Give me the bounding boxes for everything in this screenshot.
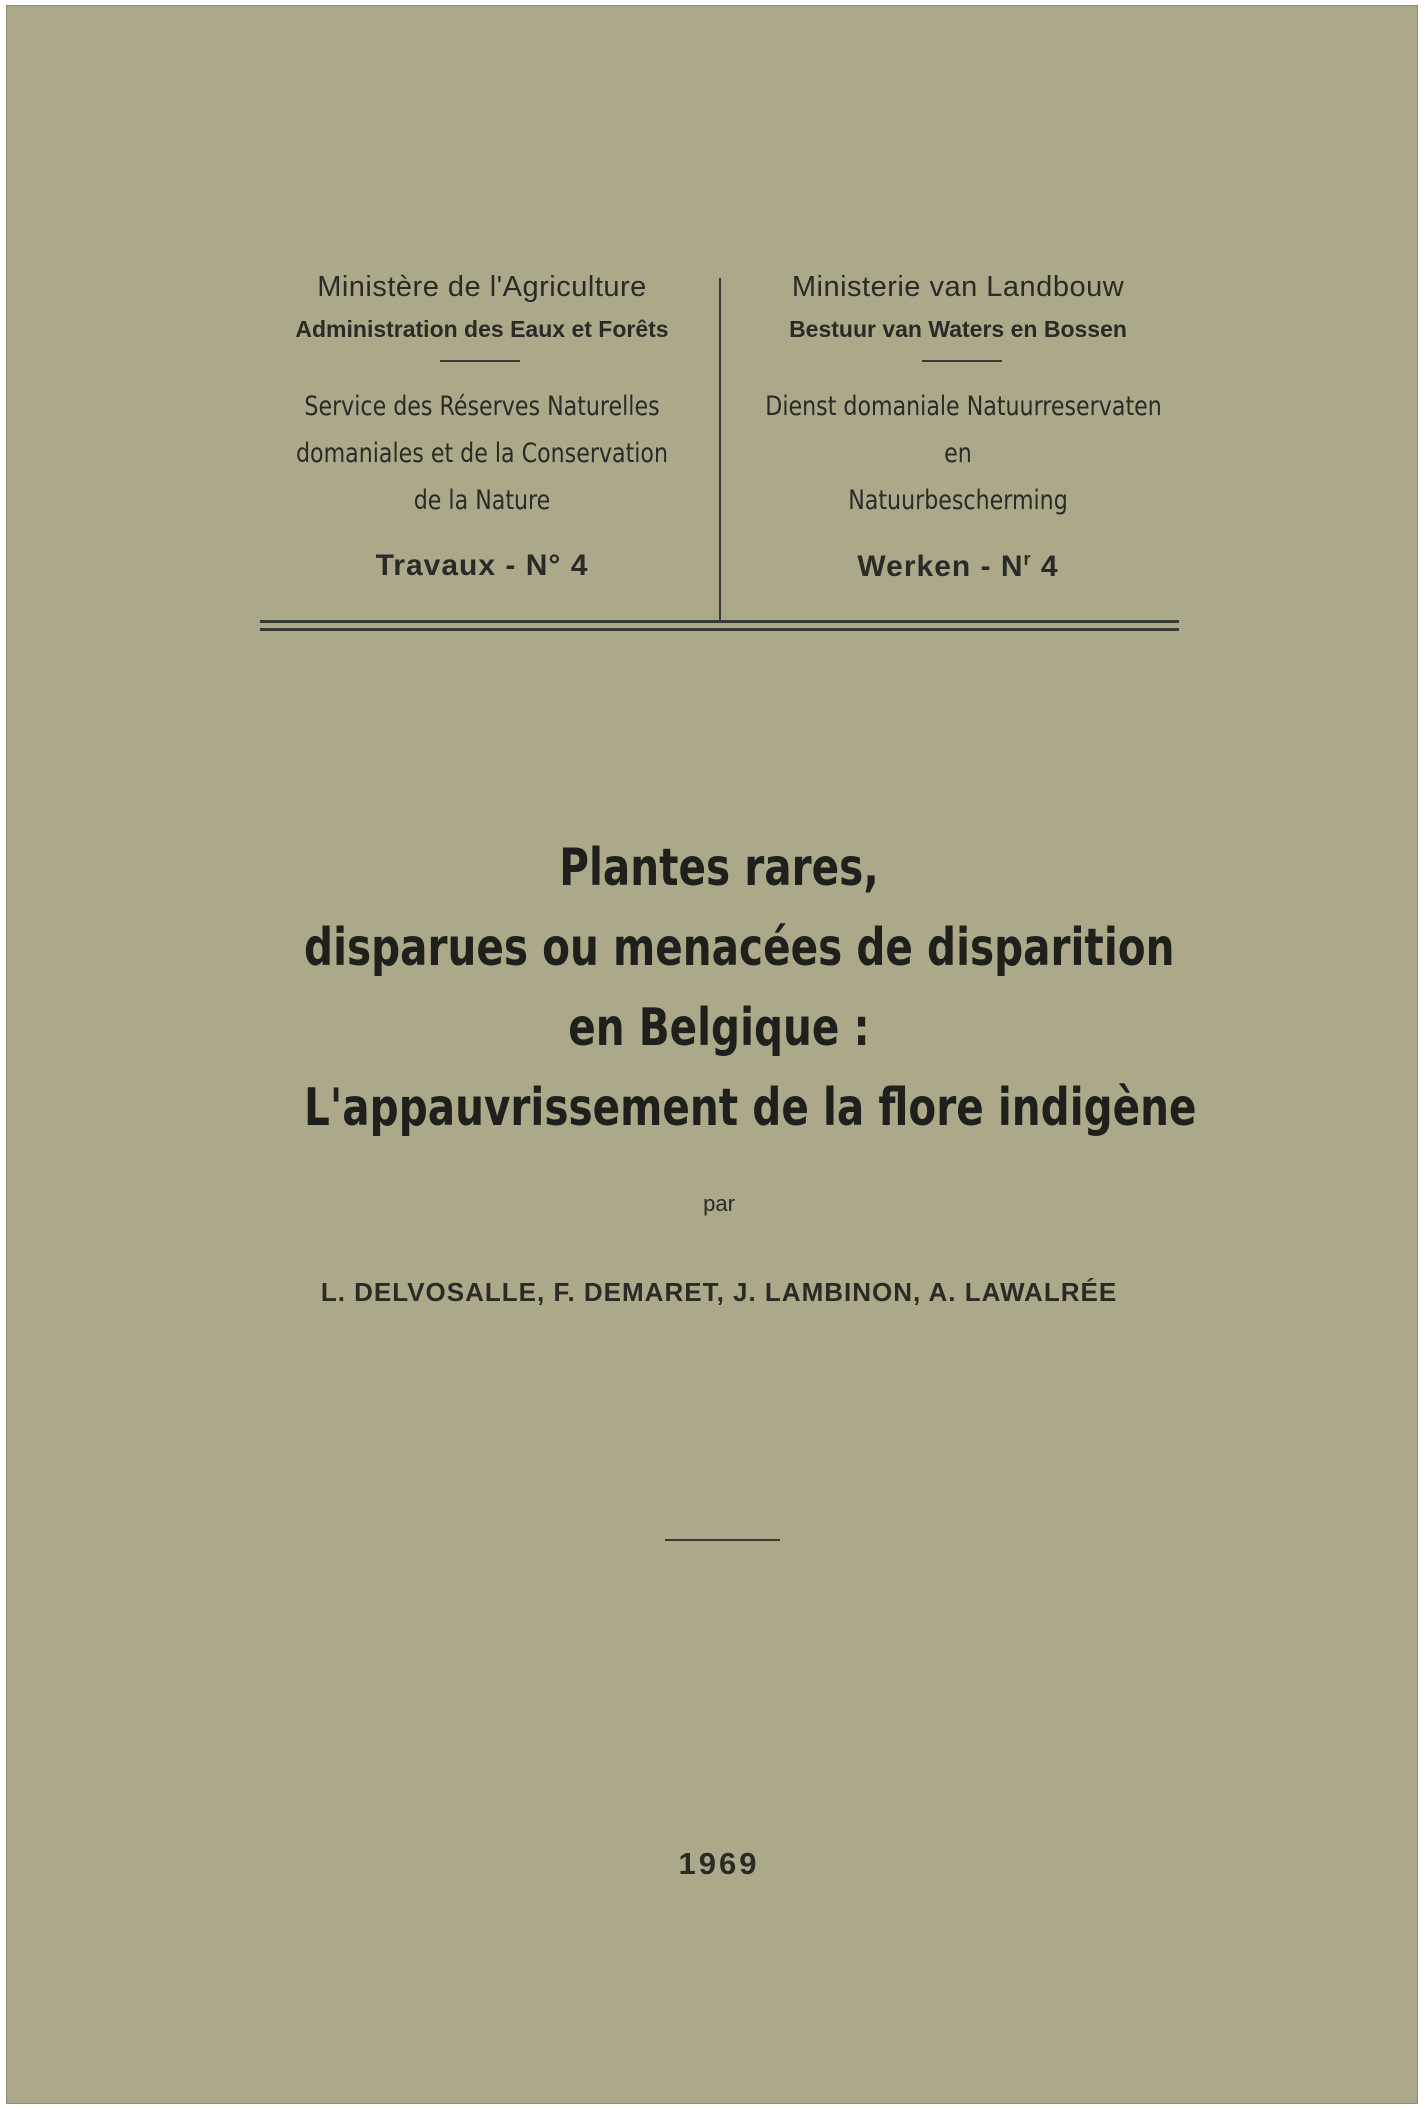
service-nl: [765, 383, 1162, 524]
series-nl-prefix: Werken - N: [857, 550, 1024, 583]
service-nl-line-1: Dienst domaniale Natuurreservaten: [765, 391, 1162, 422]
series-nl-number: 4: [1040, 550, 1059, 583]
administration-fr: Administration des Eaux et Forêts: [295, 316, 669, 342]
bottom-divider: [665, 1539, 780, 1541]
service-nl-line-2: en: [944, 438, 972, 469]
header-right-column: [723, 6, 1193, 626]
series-nl-sup: r: [1023, 549, 1032, 569]
authors: L. DELVOSALLE, F. DEMARET, J. LAMBINON, A. LAWALRÉE: [320, 1277, 1118, 1307]
book-title: [304, 828, 1197, 1148]
title-line-1: Plantes rares,: [559, 838, 879, 898]
series-fr: Travaux - N° 4: [375, 549, 589, 582]
divider-left: [440, 360, 520, 362]
vertical-divider: [719, 278, 721, 620]
title-line-3: en Belgique :: [568, 998, 870, 1058]
by-label: par: [703, 1191, 735, 1216]
administration-nl: Bestuur van Waters en Bossen: [789, 316, 1127, 342]
header-left-column: [247, 6, 717, 626]
ministry-nl: Ministerie van Landbouw: [791, 271, 1125, 303]
service-fr-line-1: Service des Réserves Naturelles: [304, 391, 660, 422]
publication-year: 1969: [678, 1846, 760, 1881]
ministry-fr: Ministère de l'Agriculture: [317, 271, 647, 303]
header-double-rule: [260, 620, 1179, 631]
service-fr-line-3: de la Nature: [413, 485, 551, 516]
series-nl: [723, 549, 1193, 584]
title-line-2: disparues ou menacées de disparition: [304, 918, 1175, 978]
book-cover: [6, 5, 1418, 2104]
service-nl-line-3: Natuurbescherming: [848, 485, 1068, 516]
title-line-4: L'appauvrissement de la flore indigène: [304, 1078, 1197, 1138]
service-fr: [289, 383, 674, 524]
service-fr-line-2: domaniales et de la Conservation: [295, 438, 669, 469]
divider-right: [922, 360, 1002, 362]
